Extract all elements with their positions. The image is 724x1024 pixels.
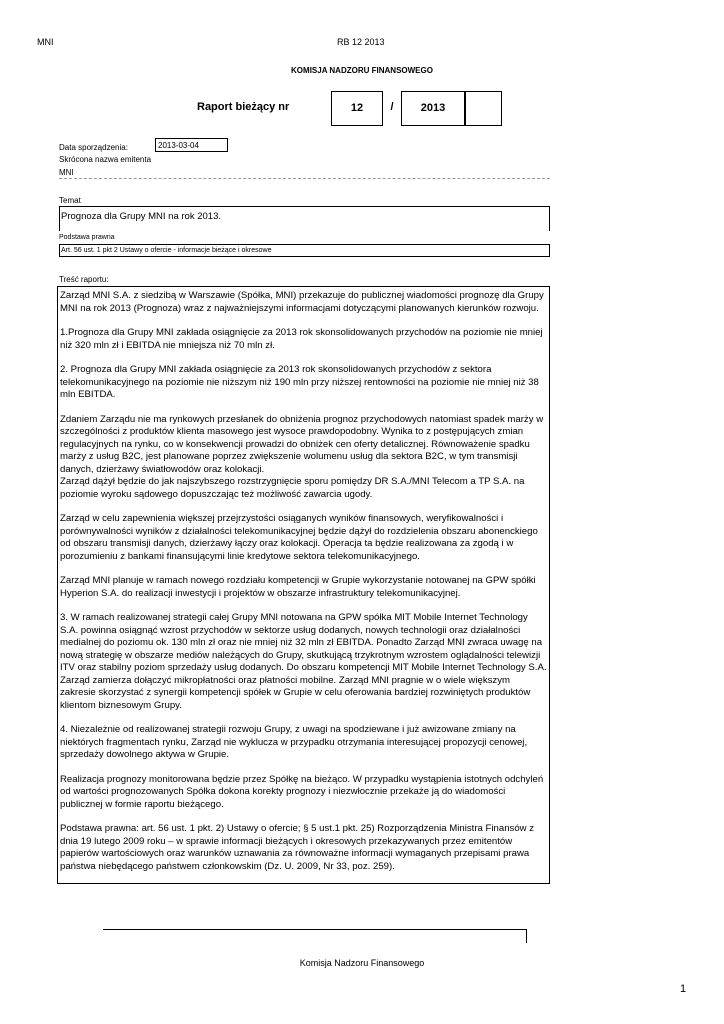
content-label: Treść raportu: xyxy=(59,275,109,284)
content-paragraph: Zarząd w celu zapewnienia większej przejrzystości osiąganych wyników finansowych, weryfikowalności i porównywalności wyników z działalności telekomunikacyjnej będzie dążył do rozdzielenia obszaru abonenckiego od obszaru transmisji danych, dzierżawy łączy oraz kolokacji. Operacja ta będzie realizowana za zgodą i w porozumieniu z bankami finansującymi linie kredytowe sektora telekomunikacyjnego. xyxy=(60,513,538,562)
issuer-label: Skrócona nazwa emitenta xyxy=(59,155,152,164)
page-number: 1 xyxy=(680,983,687,995)
issuer-divider xyxy=(59,178,550,179)
subject-label: Temat xyxy=(59,196,81,205)
content-paragraph: Zarząd MNI planuje w ramach nowego rozdziału kompetencji w Grupie wykorzystanie notowanej na GPW spółki Hyperion S.A. do realizacji inwestycji i projektów w obszarze infrastruktury telekomunikacyjnej. xyxy=(60,575,536,599)
report-extra-box xyxy=(465,91,502,126)
header-issuer: MNI xyxy=(37,37,54,47)
legal-basis-value: Art. 56 ust. 1 pkt 2 Ustawy o ofercie - informacje bieżące i okresowe xyxy=(59,244,550,257)
report-title: Raport bieżący nr xyxy=(197,101,290,113)
content-paragraph: 3. W ramach realizowanej strategii całej Grupy MNI notowana na GPW spółka MIT Mobile Internet Technology S.A. powinna osiągnąć wzrost przychodów w sektorze usług dodanych, nowych technologii oraz działalności medialnej do poziomu ok. 130 mln zł oraz nie mniej niż 32 mln zł EBITDA. Ponadto Zarząd MNI zwraca uwagę na nową strategię w obszarze mediów należących do Grupy, skutkującą trzykrotnym wzrostem oglądalności telewizji ITV oraz stabilny poziom sprzedaży usług dodanych. Do obszaru kompetencji MIT Mobile Internet Technology S.A. Zarząd zamierza dołączyć mikropłatności oraz płatności mobilne. Zarząd MNI pragnie w o wiele większym zakresie skorzystać z synergii kompetencji spółek w Grupie w celu oferowania bardziej rozwiniętych produktów klientom biznesowym Grupy. xyxy=(60,612,547,711)
content-paragraph: Podstawa prawna: art. 56 ust. 1 pkt. 2) Ustawy o ofercie; § 5 ust.1 pkt. 25) Rozporządzenia Ministra Finansów z dnia 19 lutego 2009 roku – w sprawie informacji bieżących i okresowych przekazywanych przez emitentów papierów wartościowych oraz warunków uznawania za równoważne informacji wymaganych przepisami prawa państwa niebędącego państwem członkowskim (Dz. U. 2009, Nr 33, poz. 259). xyxy=(60,823,535,872)
content-paragraph: Zdaniem Zarządu nie ma rynkowych przesłanek do obniżenia prognoz przychodowych natomiast spadek marży w szczególności z produktów klienta masowego jest wysoce prawdopodobny. Wynika to z postępujących zmian regulacyjnych na rynku, co w konsekwencji prowadzi do obniżek cen oferty detalicznej. Równoważenie spadku marży z usług B2C, jest planowane poprzez zwiększenie wolumenu usług dla sektora B2C, w tym transmisji danych, dzierżawy światłowodów oraz kolokacji. Zarząd dążył będzie do jak najszybszego rozstrzygnięcie sporu pomiędzy DR S.A./MNI Telecom a TP S.A. na poziomie wyroku sądowego dopuszczając też możliwość zawarcia ugody. xyxy=(60,413,544,500)
footer-authority: Komisja Nadzoru Finansowego xyxy=(299,958,425,968)
authority-title: KOMISJA NADZORU FINANSOWEGO xyxy=(291,66,433,75)
issuer-value: MNI xyxy=(59,168,74,177)
report-number-box xyxy=(331,91,383,126)
content-paragraph: 4. Niezależnie od realizowanej strategii rozwoju Grupy, z uwagi na spodziewane i już awizowane zmiany na niektórych fragmentach rynku, Zarząd nie wyklucza w przypadku otrzymania interesującej propozycji cenowej, sprzedaży dowolnego aktywa w Grupie. xyxy=(60,724,528,760)
date-value: 2013-03-04 xyxy=(155,138,228,152)
header-report-code: RB 12 2013 xyxy=(337,37,385,47)
report-content-box xyxy=(57,286,550,884)
content-paragraph: Zarząd MNI S.A. z siedzibą w Warszawie (Spółka, MNI) przekazuje do publicznej wiadomości prognozę dla Grupy MNI na rok 2013 (Prognoza) wraz z najważniejszymi informacjami dotyczącymi planowanych kierunków rozwoju. xyxy=(60,290,544,314)
subject-value: Prognoza dla Grupy MNI na rok 2013. xyxy=(59,206,550,231)
report-slash: / xyxy=(390,101,394,113)
report-year: 2013 xyxy=(420,102,446,114)
content-paragraph: Realizacja prognozy monitorowana będzie przez Spółkę na bieżąco. W przypadku wystąpienia istotnych odchyleń od wartości prognozowanych Spółka dokona korekty prognozy i niezwłocznie przekaże ją do wiadomości publicznej w formie raportu bieżącego. xyxy=(60,773,544,810)
footer-divider-tick xyxy=(526,929,527,943)
report-year-box xyxy=(401,91,465,126)
footer-divider xyxy=(103,929,527,930)
date-label: Data sporządzenia: xyxy=(59,143,128,152)
report-number: 12 xyxy=(350,102,364,114)
content-paragraph: 2. Prognoza dla Grupy MNI zakłada osiągnięcie za 2013 rok skonsolidowanych przychodów z sektora telekomunikacyjnego na poziomie nie niższym niż 190 mln przy niższej rentowności na poziomie nie mniej niż 38 mln EBITDA. xyxy=(60,364,539,400)
legal-basis-label: Podstawa prawna xyxy=(59,234,115,241)
content-paragraph: 1.Prognoza dla Grupy MNI zakłada osiągnięcie za 2013 rok skonsolidowanych przychodów na poziomie nie mniej niż 320 mln zł i EBITDA nie mniejsza niż 70 mln zł. xyxy=(60,327,543,351)
